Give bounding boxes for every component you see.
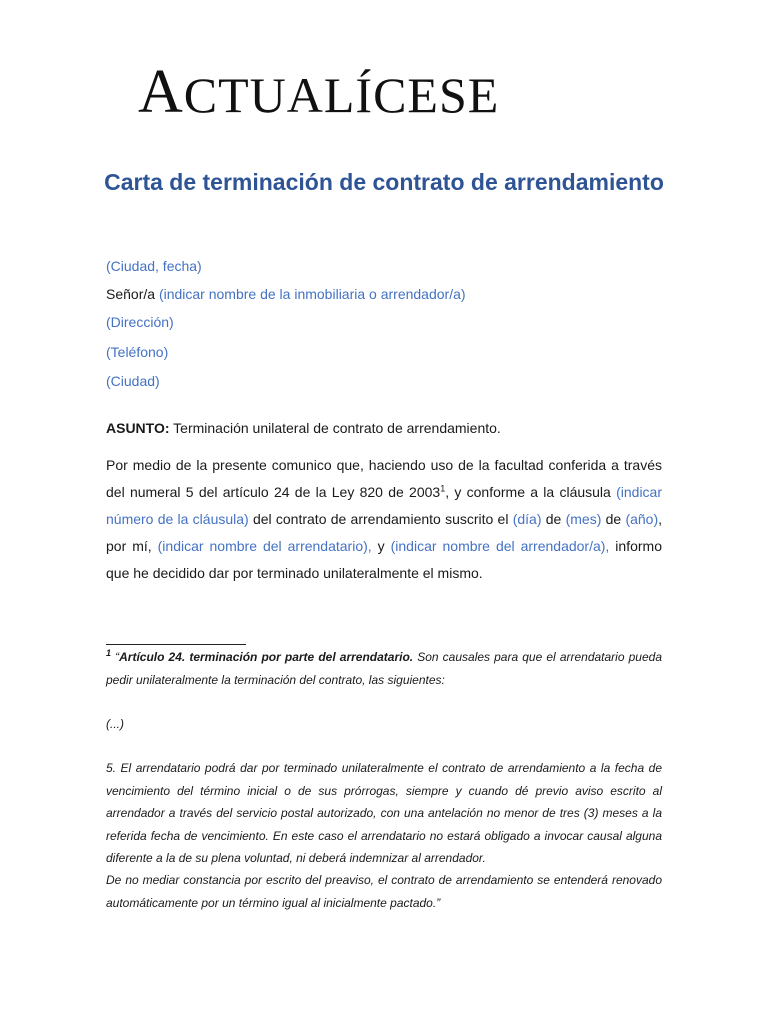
recipient-line (106, 284, 466, 304)
body-text: del contrato de arrendamiento suscrito el (248, 511, 513, 527)
body-text: , por mí, (106, 511, 663, 554)
footnote-ellipsis: (...) (106, 717, 124, 731)
footnote-intro (106, 646, 662, 691)
footnote-intro-text: Son causales para que el arrendatario pueda pedir unilateralmente la terminación del contrato, las siguientes: (106, 650, 662, 687)
landlord-placeholder: (indicar nombre del arrendador/a), (390, 538, 610, 554)
footnote-final: De no mediar constancia por escrito del preaviso, el contrato de arrendamiento se entenderá renovado automáticamente por un término igual al inicialmente pactado.” (106, 873, 662, 910)
subject-label: ASUNTO: (106, 420, 170, 436)
subject-text: Terminación unilateral de contrato de arrendamiento. (169, 420, 501, 436)
phone-placeholder: (Teléfono) (106, 344, 169, 360)
tenant-placeholder: (indicar nombre del arrendatario), (157, 538, 372, 554)
footnote-quote: “ (111, 650, 120, 664)
body-text: Por medio de la presente comunico que, haciendo uso de la facultad conferida a través del numeral 5 del artículo 24 de la Ley 820 de 2003 (106, 457, 662, 500)
actualicese-logo: ACTUALÍCESE (138, 58, 500, 126)
footnote-item-5: 5. El arrendatario podrá dar por terminado unilateralmente el contrato de arrendamiento a la fecha de vencimiento del término inicial o de sus prórrogas, siempre y cuando dé previo aviso escrito al arrendador a través del servicio postal autorizado, con una antelación no menor de tres (3) meses a la referida fecha de vencimiento. En este caso el arrendatario no estará obligado a invocar causal alguna diferente a la de su plena voluntad, ni deberá indemnizar al arrendador. (106, 761, 662, 865)
footnote-reference: 1 (440, 483, 446, 494)
subject-line (106, 418, 501, 438)
month-placeholder: (mes) (565, 511, 602, 527)
body-text: de (601, 511, 626, 527)
footnote-number: 1 (106, 648, 112, 658)
footnote-heading: Artículo 24. terminación por parte del arrendatario. (119, 650, 414, 664)
recipient-placeholder: (indicar nombre de la inmobiliaria o arrendador/a) (158, 286, 466, 302)
city-date-placeholder: (Ciudad, fecha) (106, 258, 202, 274)
document-title: Carta de terminación de contrato de arrendamiento (104, 169, 664, 195)
recipient-prefix: Señor/a (106, 286, 159, 302)
footnote-separator (106, 644, 246, 645)
body-text: informo que he decidido dar por terminado unilateralmente el mismo. (106, 538, 662, 581)
year-placeholder: (año) (625, 511, 659, 527)
body-text: , y conforme a la cláusula (445, 484, 617, 500)
letter-body (106, 452, 662, 587)
address-placeholder: (Dirección) (106, 314, 174, 330)
body-text: y (371, 538, 391, 554)
day-placeholder: (día) (512, 511, 542, 527)
body-text: de (541, 511, 566, 527)
city-placeholder: (Ciudad) (106, 373, 160, 389)
clause-placeholder: (indicar número de la cláusula) (106, 484, 662, 527)
